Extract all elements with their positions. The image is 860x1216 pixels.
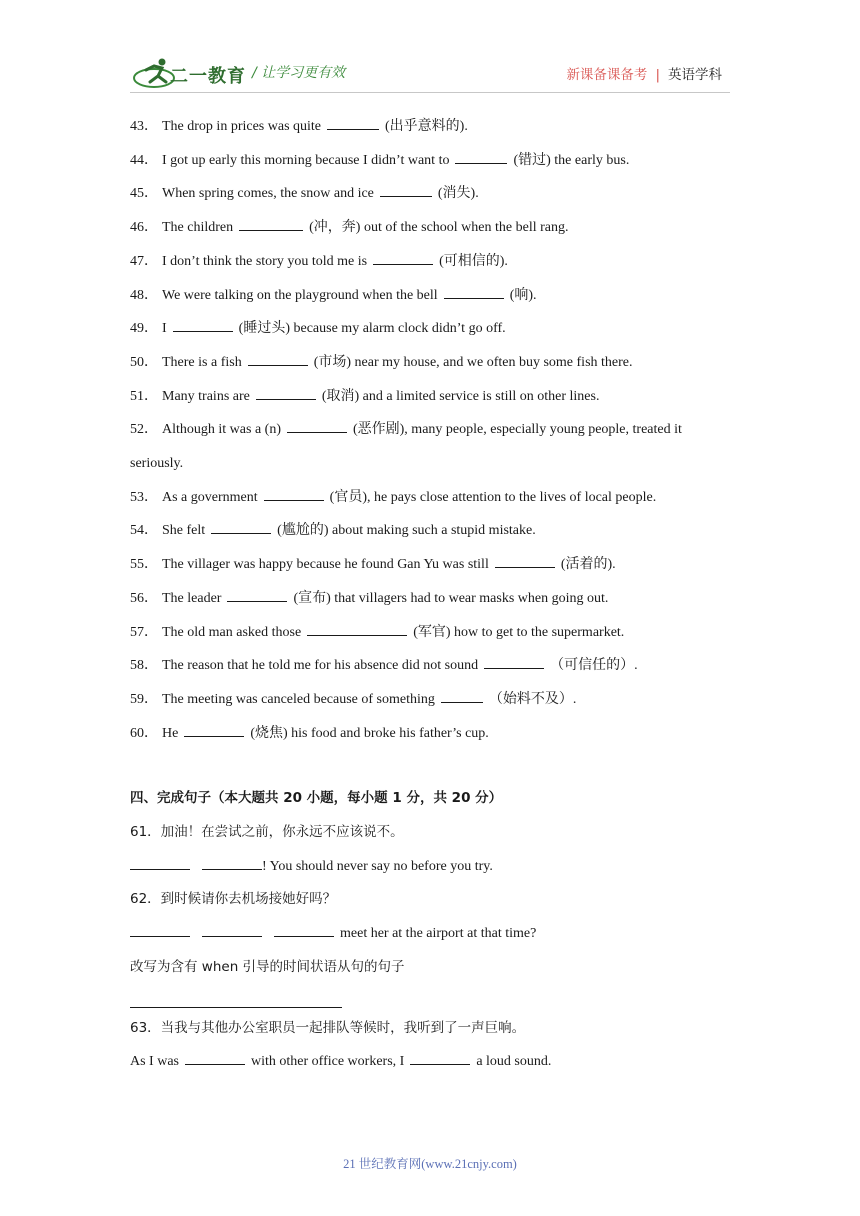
answer-blank[interactable] bbox=[373, 252, 433, 265]
answer-blank[interactable] bbox=[248, 353, 308, 366]
header-divider bbox=[130, 92, 730, 93]
question-48: 48． We were talking on the playground when the bell (响). bbox=[130, 287, 537, 303]
question-56: 56． The leader (宣布) that villagers had to wear masks when going out. bbox=[130, 590, 609, 606]
answer-blank[interactable] bbox=[130, 857, 190, 870]
answer-blank[interactable] bbox=[444, 286, 504, 299]
question-43: 43． The drop in prices was quite (出乎意料的). bbox=[130, 119, 468, 134]
header-course-label: 新课备课备考 bbox=[566, 67, 648, 83]
question-46: 46． The children (冲，奔) out of the school when the bell rang. bbox=[130, 220, 569, 236]
question-59: 59． The meeting was canceled because of something （始料不及）. bbox=[130, 691, 577, 707]
answer-blank[interactable] bbox=[256, 387, 316, 400]
answer-blank[interactable] bbox=[185, 1052, 245, 1065]
question-61-prompt: 61．加油！在尝试之前，你永远不应该说不。 bbox=[130, 824, 404, 841]
answer-blank[interactable] bbox=[173, 319, 233, 332]
worksheet-body bbox=[130, 110, 725, 1079]
answer-blank[interactable] bbox=[495, 555, 555, 568]
answer-blank[interactable] bbox=[484, 656, 544, 669]
answer-blank[interactable] bbox=[327, 117, 379, 130]
header-subject-label: 英语学科 bbox=[668, 67, 722, 83]
question-45: 45． When spring comes, the snow and ice (消失). bbox=[130, 186, 479, 202]
question-49: 49． I (睡过头) because my alarm clock didn’t go off. bbox=[130, 321, 506, 337]
question-61-answer: ! You should never say no before you try. bbox=[130, 850, 725, 884]
answer-blank[interactable] bbox=[441, 690, 483, 703]
header-separator: | bbox=[655, 67, 660, 83]
answer-blank[interactable] bbox=[130, 924, 190, 937]
question-62-answer: meet her at the airport at that time? bbox=[130, 917, 725, 951]
question-60: 60． He (烧焦) his food and broke his father’s cup. bbox=[130, 725, 489, 741]
question-63-prompt: 63．当我与其他办公室职员一起排队等候时，我听到了一声巨响。 bbox=[130, 1019, 526, 1036]
question-47: 47． I don’t think the story you told me is (可相信的). bbox=[130, 253, 508, 269]
answer-blank[interactable] bbox=[184, 724, 244, 737]
rewrite-answer-line[interactable] bbox=[130, 985, 342, 1008]
answer-blank[interactable] bbox=[380, 184, 432, 197]
question-63-answer: As I was with other office workers, I a loud sound. bbox=[130, 1054, 552, 1070]
question-62-rewrite-instruction: 改写为含有 when 引导的时间状语从句的句子 bbox=[130, 958, 405, 975]
question-57: 57． The old man asked those (军官) how to get to the supermarket. bbox=[130, 624, 625, 640]
answer-blank[interactable] bbox=[211, 521, 271, 534]
answer-blank[interactable] bbox=[202, 924, 262, 937]
answer-blank[interactable] bbox=[227, 589, 287, 602]
section-4-title: 四、完成句子（本大题共 20 小题，每小题 1 分，共 20 分） bbox=[130, 790, 503, 807]
answer-blank[interactable] bbox=[287, 420, 347, 433]
question-44: 44． I got up early this morning because I didn’t want to (错过) the early bus. bbox=[130, 152, 630, 168]
question-62-prompt: 62．到时候请你去机场接她好吗？ bbox=[130, 891, 337, 908]
header-subject bbox=[566, 63, 722, 83]
answer-blank[interactable] bbox=[455, 151, 507, 164]
question-54: 54． She felt (尴尬的) about making such a stupid mistake. bbox=[130, 523, 536, 539]
answer-blank[interactable] bbox=[264, 488, 324, 501]
question-50: 50． There is a fish (市场) near my house, and we often buy some fish there. bbox=[130, 354, 633, 370]
question-55: 55． The villager was happy because he found Gan Yu was still (活着的). bbox=[130, 557, 616, 573]
page-header bbox=[0, 0, 860, 100]
answer-blank[interactable] bbox=[202, 857, 262, 870]
page-footer: 21 世纪教育网(www.21cnjy.com) bbox=[343, 1157, 517, 1171]
question-52: 52． Although it was a (n) (恶作剧), many people, especially young people, treated it seriously. bbox=[130, 422, 682, 472]
question-53: 53． As a government (官员), he pays close attention to the lives of local people. bbox=[130, 489, 657, 505]
answer-blank[interactable] bbox=[307, 623, 407, 636]
slogan: / 让学习更有效 bbox=[252, 65, 346, 81]
question-51: 51． Many trains are (取消) and a limited service is still on other lines. bbox=[130, 388, 600, 404]
answer-blank[interactable] bbox=[274, 924, 334, 937]
logo-text: 二一教育 bbox=[170, 66, 246, 87]
answer-blank[interactable] bbox=[239, 218, 303, 231]
answer-blank[interactable] bbox=[410, 1052, 470, 1065]
question-58: 58． The reason that he told me for his absence did not sound （可信任的）. bbox=[130, 658, 638, 674]
